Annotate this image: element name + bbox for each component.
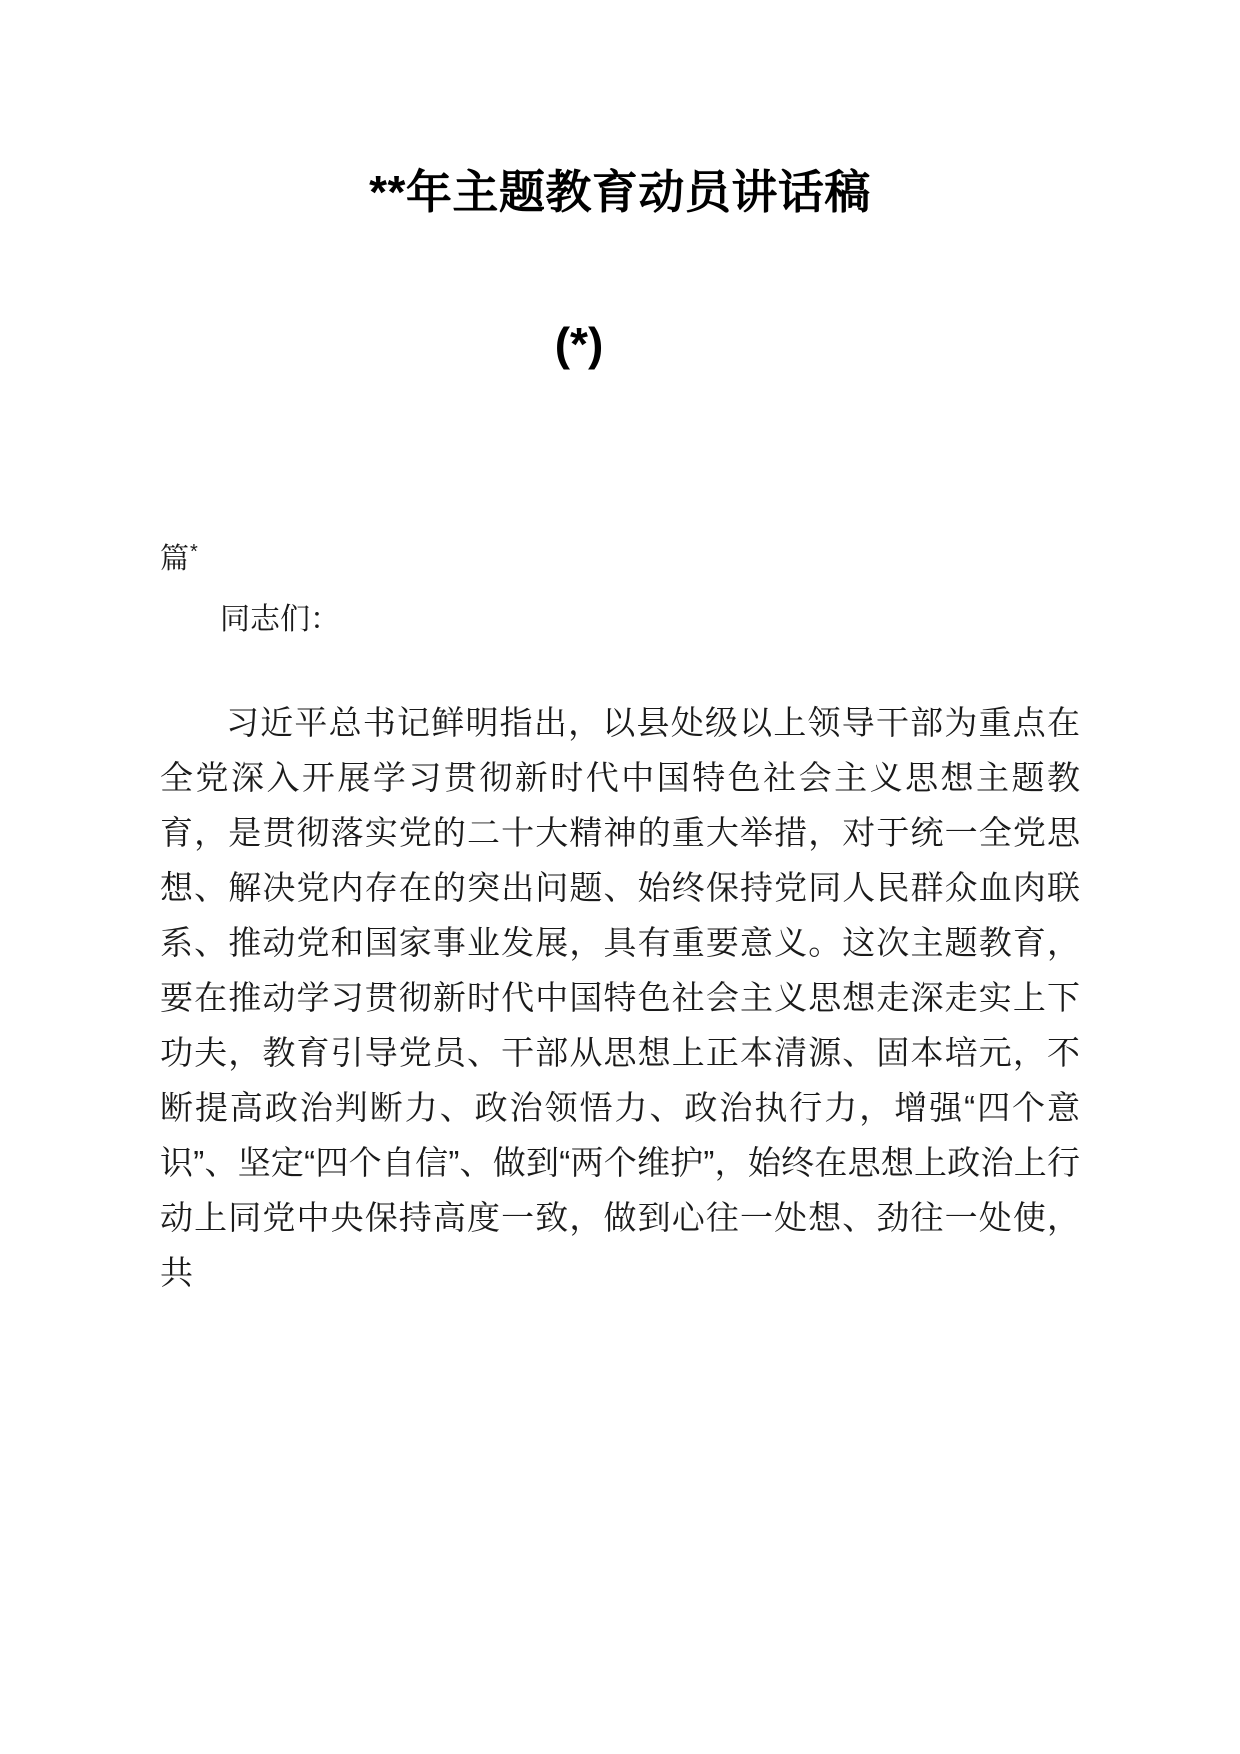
section-marker-footnote-mark: * [190,541,198,563]
section-marker [160,374,1080,583]
page-title: **年主题教育动员讲话稿 [369,166,871,218]
document-subtitle: (*) [554,318,604,370]
section-marker-label: 篇 [160,543,190,575]
salutation: 同志们： [220,603,340,636]
body-paragraph: 习近平总书记鲜明指出，以县处级以上领导干部为重点在全党深入开展学习贯彻新时代中国特色社会主义思想主题教育，是贯彻落实党的二十大精神的重大举措，对于统一全党思想、解决党内存在的突出问题、始终保持党同人民群众血肉联系、推动党和国家事业发展，具有重要意义。这次主题教育，要在推动学习贯彻新时代中国特色社会主义思想走深走实上下功夫，教育引导党员、干部从思想上正本清源、固本培元，不断提高政治判断力、政治领悟力、政治执行力，增强“四个意识”、坚定“四个自信”、做到“两个维护”，始终在思想上政治上行动上同党中央保持高度一致，做到心往一处想、劲往一处使，共 [160,704,1080,1291]
